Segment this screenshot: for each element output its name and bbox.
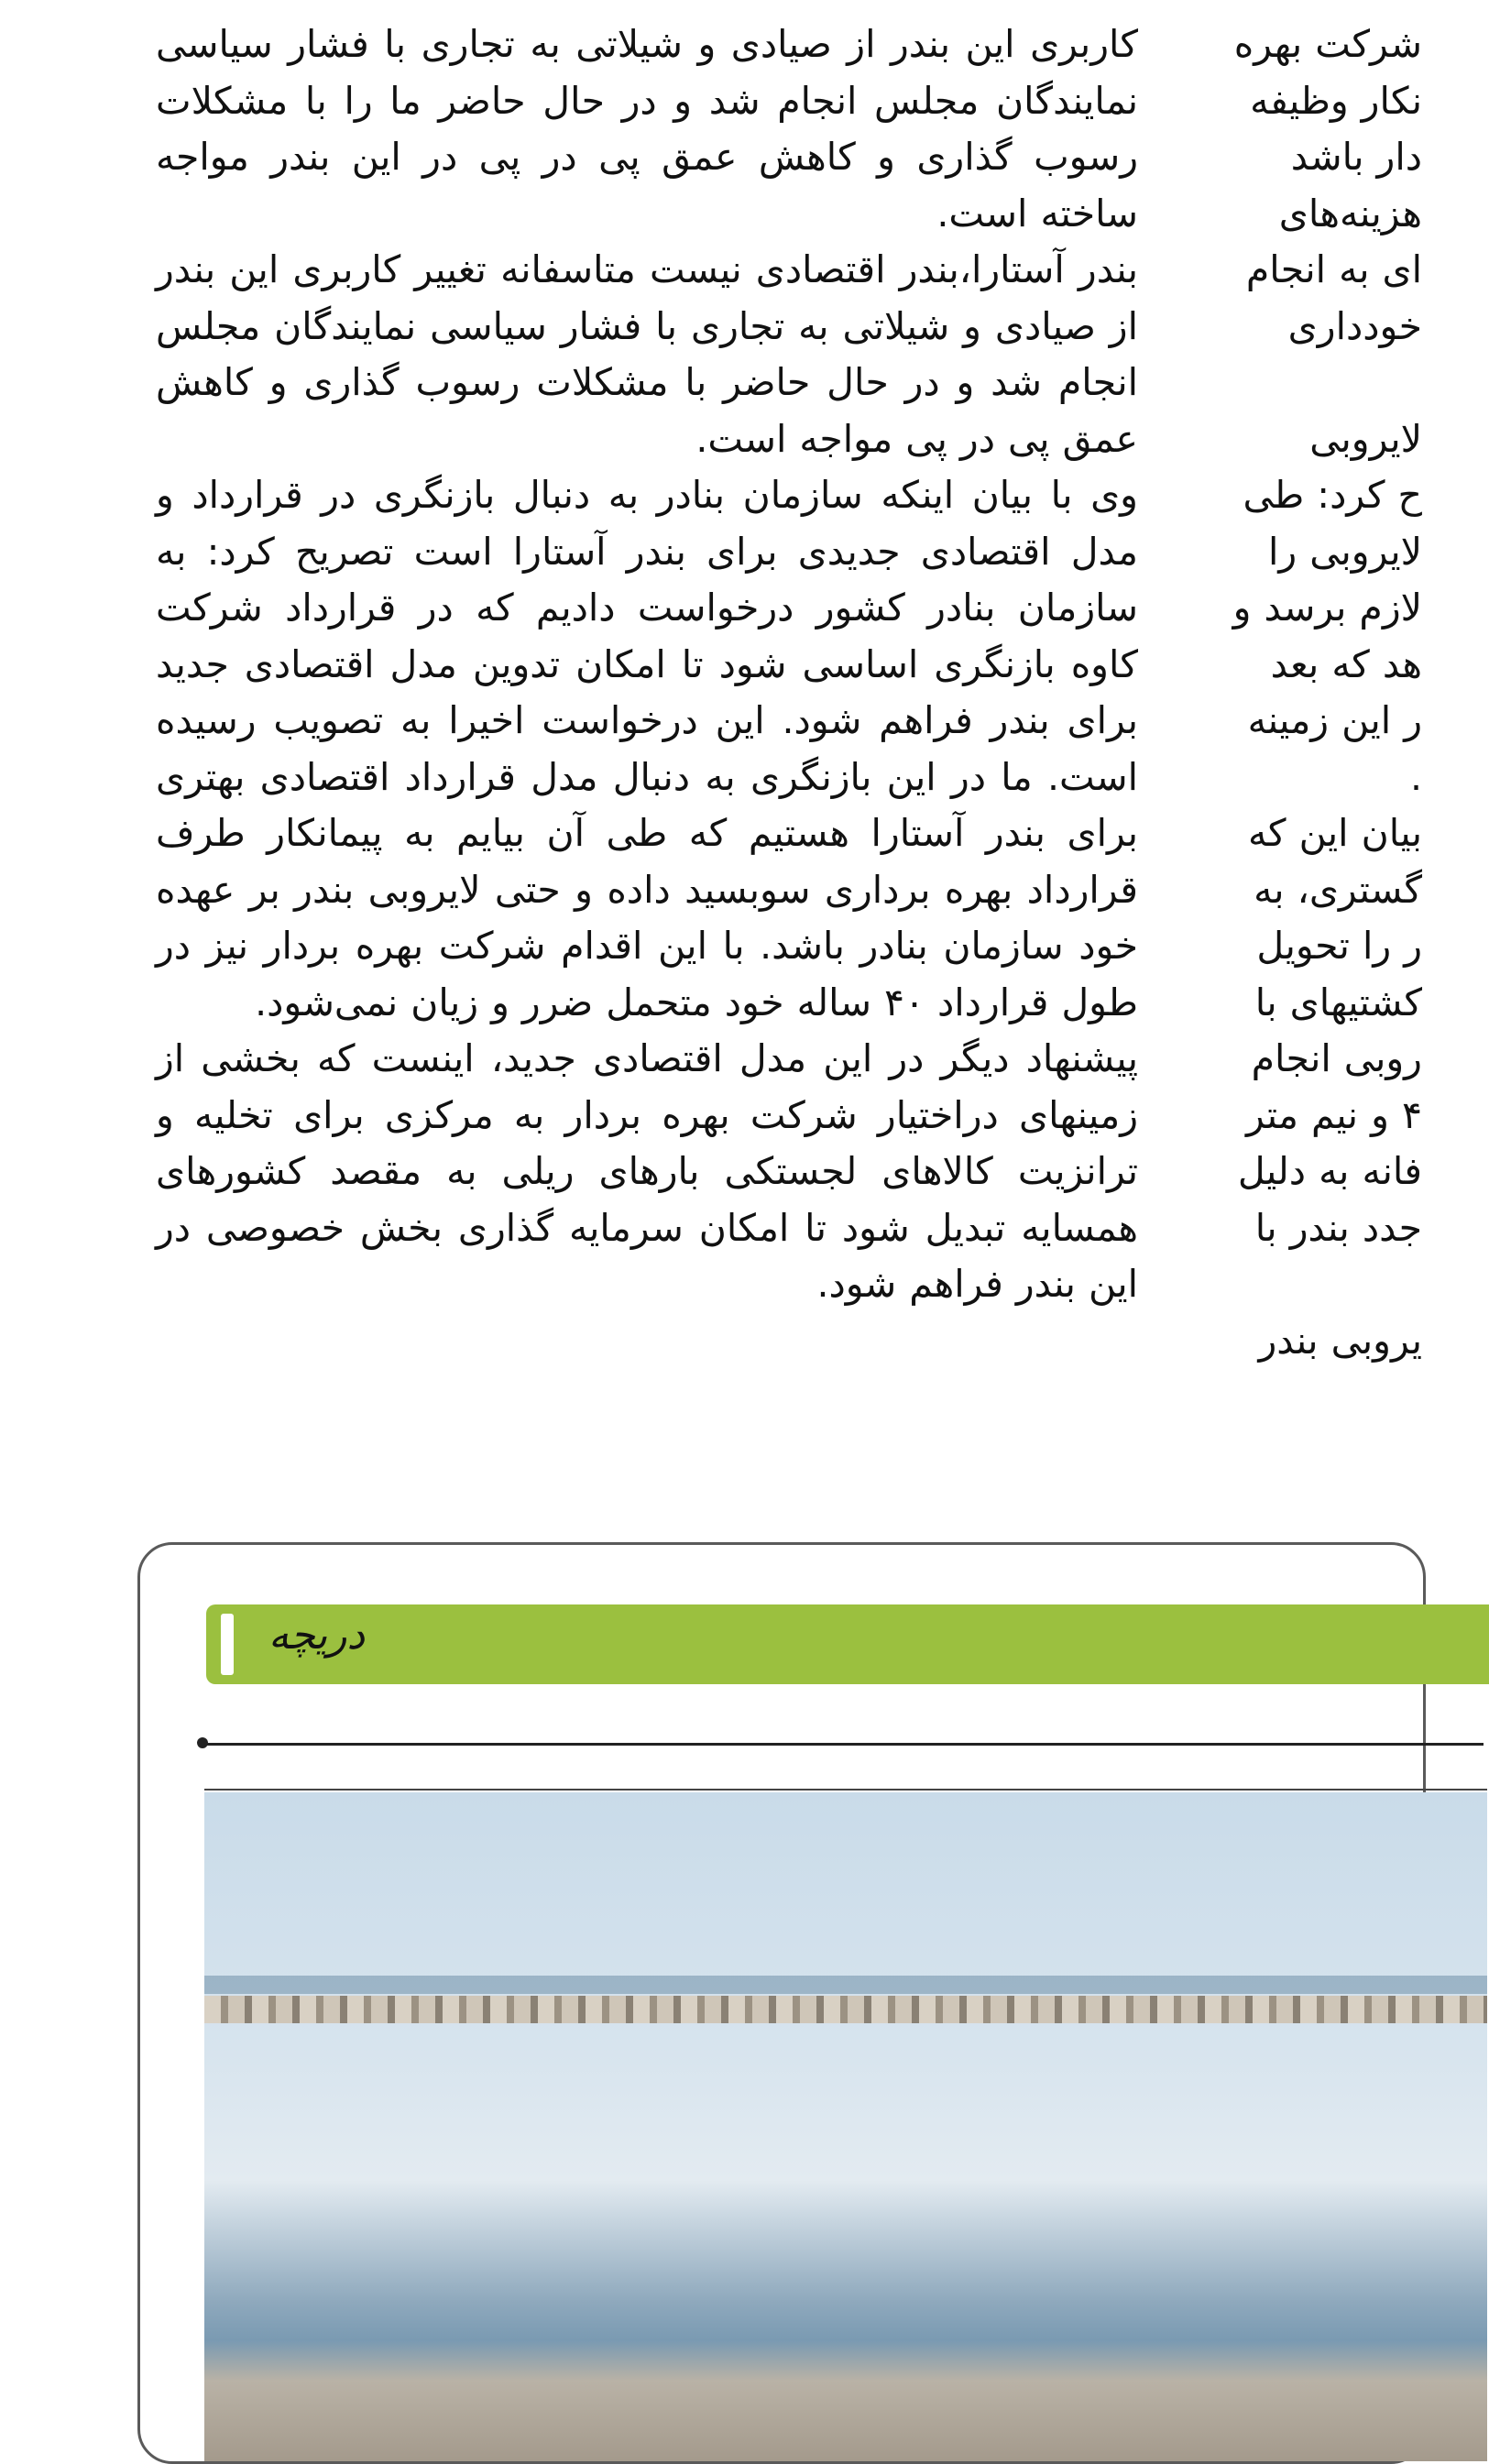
text-line: لایروبی xyxy=(1309,416,1422,461)
text-line: شرکت بهره xyxy=(1233,22,1422,66)
text-line: بیان این که xyxy=(1248,811,1422,855)
text-line: دار باشد xyxy=(1290,135,1422,179)
text-line: کشتیهای با xyxy=(1254,980,1422,1024)
sidebar-box xyxy=(137,1542,1426,2464)
paragraph: وی با بیان اینکه سازمان بنادر به دنبال بازنگری در قرارداد و مدل اقتصادی جدیدی برای بندر آستارا است تصریح کرد: به سازمان بنادر کشور درخواست دادیم که در قرارداد شرکت کاوه بازنگری اساسی شود تا امکان تدوین مدل اقتصادی جدید برای بندر فراهم شود. این درخواست اخیرا به تصویب رسیده است. ما در این بازنگری به دنبال مدل قرارداد اقتصادی بهتری برای بندر آستارا هستیم که طی آن بیایم به پیمانکار طرف قرارداد بهره برداری سوبسید داده و حتی لایروبی بندر بر عهده خود سازمان بنادر باشد. با این اقدام شرکت بهره بردار نیز در طول قرارداد ۴۰ ساله خود متحمل ضرر و زیان نمی‌شود. xyxy=(156,473,1138,1024)
paragraph: پیشنهاد دیگر در این مدل اقتصادی جدید، اینست که بخشی از زمینهای دراختیار شرکت بهره بردار به مرکزی برای تخلیه و ترانزیت کالاهای لجستکی بارهای ریلی به مقصد کشورهای همسایه تبدیل شود تا امکان سرمایه گذاری بخش خصوصی در این بندر فراهم شود. xyxy=(156,1036,1138,1306)
text-line: ۴ و نیم متر xyxy=(1246,1092,1422,1137)
box-title: دریچه xyxy=(268,1612,366,1659)
photo-sea-band xyxy=(204,1976,1487,1994)
article-column-main xyxy=(156,16,1138,1313)
text-line: فانه به دلیل xyxy=(1237,1149,1422,1193)
article-column-cropped xyxy=(1166,16,1422,1369)
header-notch xyxy=(221,1614,234,1675)
box-header-bar xyxy=(206,1604,1489,1684)
paragraph: کاربری این بندر از صیادی و شیلاتی به تجاری با فشار سیاسی نمایندگان مجلس انجام شد و در حال حاضر ما را با مشکلات رسوب گذاری و کاهش عمق پی در پی در این بندر مواجه ساخته است. xyxy=(156,22,1138,235)
photo-shoreline xyxy=(204,1996,1487,2023)
text-line: ر را تحویل xyxy=(1256,924,1422,968)
paragraph: بندر آستارا،بندر اقتصادی نیست متاسفانه تغییر کاربری این بندر از صیادی و شیلاتی به تجاری با فشار سیاسی نمایندگان مجلس انجام شد و در حال حاضر با مشکلات رسوب گذاری و کاهش عمق پی در پی مواجه است. xyxy=(156,247,1138,461)
text-line: . xyxy=(1409,754,1422,799)
text-line: نکار وظیفه xyxy=(1250,78,1422,123)
port-photo xyxy=(204,1792,1487,2461)
text-line: لازم برسد و xyxy=(1232,586,1422,630)
text-line: ح کرد: طی xyxy=(1243,473,1422,517)
text-line xyxy=(1166,1256,1422,1313)
text-line: لایروبی را xyxy=(1267,529,1422,574)
text-line xyxy=(1166,355,1422,411)
divider-thin xyxy=(204,1789,1487,1791)
text-line: ر این زمینه xyxy=(1247,698,1422,742)
text-line: هزینه‌های xyxy=(1278,191,1422,235)
text-line: خودداری xyxy=(1287,303,1422,348)
text-line: روبی انجام xyxy=(1251,1036,1422,1080)
text-line: ای به انجام xyxy=(1245,247,1422,291)
text-line: یروبی بندر xyxy=(1258,1318,1422,1363)
text-line: هد که بعد xyxy=(1270,641,1422,686)
text-line: جدد بندر با xyxy=(1254,1205,1422,1250)
text-line: گستری، به xyxy=(1254,867,1422,912)
divider-rule xyxy=(201,1743,1484,1746)
